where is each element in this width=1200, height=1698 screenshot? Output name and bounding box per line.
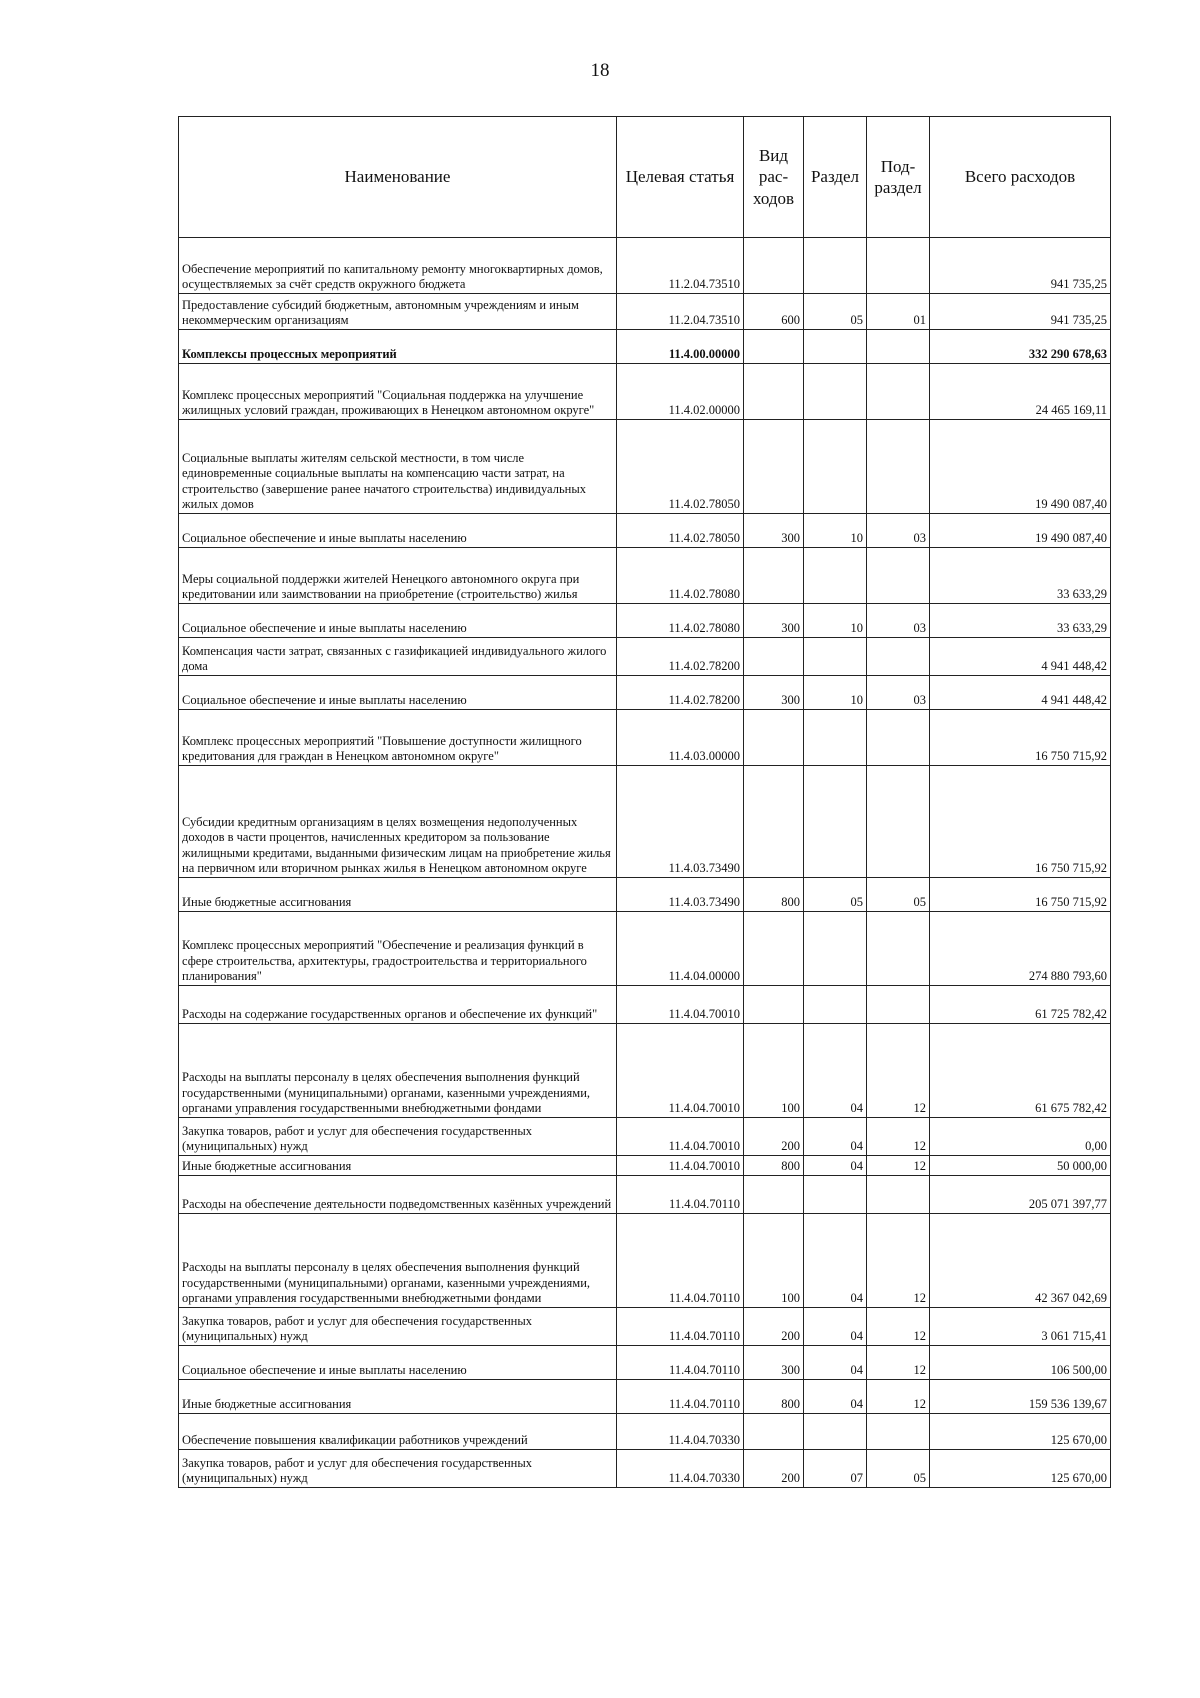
cell-total: 61 675 782,42 <box>930 1024 1111 1118</box>
cell-name: Социальное обеспечение и иные выплаты населению <box>179 604 617 638</box>
cell-vid <box>744 330 804 364</box>
cell-total: 3 061 715,41 <box>930 1308 1111 1346</box>
table-row <box>179 1118 1111 1156</box>
table-row <box>179 364 1111 420</box>
cell-razdel <box>804 238 867 294</box>
cell-vid <box>744 238 804 294</box>
cell-razdel <box>804 710 867 766</box>
cell-name: Комплекс процессных мероприятий "Повышение доступности жилищного кредитования для граждан в Ненецком автономном округе" <box>179 710 617 766</box>
cell-vid <box>744 1414 804 1450</box>
cell-name: Комплексы процессных мероприятий <box>179 330 617 364</box>
table-row <box>179 294 1111 330</box>
table-row <box>179 1214 1111 1308</box>
cell-vid: 600 <box>744 294 804 330</box>
page-number: 18 <box>590 60 610 81</box>
cell-name: Расходы на выплаты персоналу в целях обеспечения выполнения функций государственными (муниципальными) органами, казенными учреждениями, органами управления государственными внебюджетными фондами <box>179 1214 617 1308</box>
table-row <box>179 548 1111 604</box>
cell-total: 125 670,00 <box>930 1450 1111 1488</box>
cell-vid <box>744 364 804 420</box>
table-row <box>179 1380 1111 1414</box>
header-razdel: Раздел <box>804 117 867 238</box>
cell-name: Закупка товаров, работ и услуг для обеспечения государственных (муниципальных) нужд <box>179 1118 617 1156</box>
cell-razdel: 07 <box>804 1450 867 1488</box>
cell-total: 33 633,29 <box>930 604 1111 638</box>
cell-target: 11.4.00.00000 <box>617 330 744 364</box>
cell-podrazdel <box>867 1414 930 1450</box>
cell-name: Иные бюджетные ассигнования <box>179 1380 617 1414</box>
cell-podrazdel <box>867 238 930 294</box>
cell-name: Обеспечение повышения квалификации работников учреждений <box>179 1414 617 1450</box>
cell-razdel <box>804 986 867 1024</box>
cell-razdel: 04 <box>804 1346 867 1380</box>
cell-vid: 300 <box>744 676 804 710</box>
table-row <box>179 1024 1111 1118</box>
cell-name: Иные бюджетные ассигнования <box>179 878 617 912</box>
cell-total: 941 735,25 <box>930 294 1111 330</box>
cell-name: Комплекс процессных мероприятий "Социальная поддержка на улучшение жилищных условий граждан, проживающих в Ненецком автономном округе" <box>179 364 617 420</box>
header-total: Всего расходов <box>930 117 1111 238</box>
cell-total: 4 941 448,42 <box>930 676 1111 710</box>
cell-vid: 800 <box>744 878 804 912</box>
cell-target: 11.4.04.70110 <box>617 1176 744 1214</box>
cell-podrazdel: 03 <box>867 514 930 548</box>
table-body <box>179 238 1111 1488</box>
cell-target: 11.4.03.73490 <box>617 766 744 878</box>
cell-target: 11.4.02.78050 <box>617 420 744 514</box>
cell-target: 11.2.04.73510 <box>617 294 744 330</box>
cell-podrazdel <box>867 986 930 1024</box>
cell-vid <box>744 710 804 766</box>
cell-total: 16 750 715,92 <box>930 710 1111 766</box>
cell-name: Закупка товаров, работ и услуг для обеспечения государственных (муниципальных) нужд <box>179 1450 617 1488</box>
cell-vid: 300 <box>744 514 804 548</box>
cell-vid <box>744 912 804 986</box>
cell-podrazdel: 01 <box>867 294 930 330</box>
table-row <box>179 878 1111 912</box>
table-row <box>179 1450 1111 1488</box>
cell-podrazdel <box>867 710 930 766</box>
cell-total: 42 367 042,69 <box>930 1214 1111 1308</box>
cell-podrazdel: 05 <box>867 1450 930 1488</box>
cell-razdel: 04 <box>804 1156 867 1176</box>
cell-target: 11.4.04.70110 <box>617 1380 744 1414</box>
cell-name: Предоставление субсидий бюджетным, автономным учреждениям и иным некоммерческим организациям <box>179 294 617 330</box>
cell-razdel: 04 <box>804 1118 867 1156</box>
cell-vid: 300 <box>744 1346 804 1380</box>
cell-name: Социальное обеспечение и иные выплаты населению <box>179 1346 617 1380</box>
cell-vid: 200 <box>744 1308 804 1346</box>
cell-razdel <box>804 912 867 986</box>
cell-razdel <box>804 1176 867 1214</box>
cell-total: 24 465 169,11 <box>930 364 1111 420</box>
cell-total: 33 633,29 <box>930 548 1111 604</box>
cell-vid: 200 <box>744 1450 804 1488</box>
cell-name: Закупка товаров, работ и услуг для обеспечения государственных (муниципальных) нужд <box>179 1308 617 1346</box>
cell-target: 11.4.02.78200 <box>617 676 744 710</box>
cell-vid: 100 <box>744 1024 804 1118</box>
cell-name: Расходы на выплаты персоналу в целях обеспечения выполнения функций государственными (муниципальными) органами, казенными учреждениями, органами управления государственными внебюджетными фондами <box>179 1024 617 1118</box>
cell-podrazdel: 12 <box>867 1346 930 1380</box>
table-row <box>179 710 1111 766</box>
cell-podrazdel: 12 <box>867 1214 930 1308</box>
header-vid: Вид рас- ходов <box>744 117 804 238</box>
cell-name: Иные бюджетные ассигнования <box>179 1156 617 1176</box>
cell-target: 11.4.04.70110 <box>617 1346 744 1380</box>
cell-target: 11.4.04.70110 <box>617 1308 744 1346</box>
cell-podrazdel <box>867 766 930 878</box>
cell-target: 11.4.04.70110 <box>617 1214 744 1308</box>
cell-target: 11.4.02.78080 <box>617 548 744 604</box>
cell-total: 4 941 448,42 <box>930 638 1111 676</box>
table-row <box>179 330 1111 364</box>
cell-razdel: 04 <box>804 1308 867 1346</box>
cell-target: 11.4.02.00000 <box>617 364 744 420</box>
cell-name: Субсидии кредитным организациям в целях возмещения недополученных доходов в части процентов, начисленных кредитором за пользование жилищными кредитами, выданными физическим лицам на приобретение жилья на первичном или вторичном рынках жилья в Ненецком автономном округе <box>179 766 617 878</box>
cell-target: 11.4.04.70330 <box>617 1450 744 1488</box>
cell-razdel: 10 <box>804 514 867 548</box>
table-row <box>179 604 1111 638</box>
cell-total: 19 490 087,40 <box>930 420 1111 514</box>
table-row <box>179 514 1111 548</box>
cell-razdel: 04 <box>804 1214 867 1308</box>
cell-target: 11.4.04.70010 <box>617 1024 744 1118</box>
cell-podrazdel <box>867 420 930 514</box>
cell-total: 16 750 715,92 <box>930 766 1111 878</box>
cell-target: 11.4.02.78200 <box>617 638 744 676</box>
table-row <box>179 1176 1111 1214</box>
cell-name: Расходы на обеспечение деятельности подведомственных казённых учреждений <box>179 1176 617 1214</box>
cell-name: Обеспечение мероприятий по капитальному ремонту многоквартирных домов, осуществляемых за счёт средств окружного бюджета <box>179 238 617 294</box>
cell-podrazdel <box>867 548 930 604</box>
cell-target: 11.4.02.78050 <box>617 514 744 548</box>
budget-table <box>178 116 1111 1488</box>
cell-vid <box>744 986 804 1024</box>
cell-podrazdel: 12 <box>867 1024 930 1118</box>
cell-vid: 100 <box>744 1214 804 1308</box>
cell-razdel <box>804 330 867 364</box>
cell-total: 274 880 793,60 <box>930 912 1111 986</box>
cell-vid <box>744 548 804 604</box>
cell-podrazdel: 05 <box>867 878 930 912</box>
cell-podrazdel <box>867 330 930 364</box>
cell-target: 11.4.02.78080 <box>617 604 744 638</box>
cell-vid: 200 <box>744 1118 804 1156</box>
cell-vid <box>744 1176 804 1214</box>
cell-razdel: 05 <box>804 878 867 912</box>
table-row <box>179 638 1111 676</box>
cell-name: Меры социальной поддержки жителей Ненецкого автономного округа при кредитовании или заимствовании на приобретение (строительство) жилья <box>179 548 617 604</box>
cell-total: 125 670,00 <box>930 1414 1111 1450</box>
header-podrazdel: Под- раздел <box>867 117 930 238</box>
cell-target: 11.4.03.73490 <box>617 878 744 912</box>
table-row <box>179 1414 1111 1450</box>
cell-razdel: 10 <box>804 676 867 710</box>
cell-name: Компенсация части затрат, связанных с газификацией индивидуального жилого дома <box>179 638 617 676</box>
table-row <box>179 676 1111 710</box>
cell-target: 11.4.04.70010 <box>617 1118 744 1156</box>
cell-podrazdel: 12 <box>867 1118 930 1156</box>
cell-total: 16 750 715,92 <box>930 878 1111 912</box>
cell-total: 159 536 139,67 <box>930 1380 1111 1414</box>
cell-razdel <box>804 364 867 420</box>
cell-target: 11.4.04.00000 <box>617 912 744 986</box>
cell-podrazdel: 03 <box>867 676 930 710</box>
cell-name: Социальные выплаты жителям сельской местности, в том числе единовременные социальные выплаты на компенсацию части затрат, на строительство (завершение ранее начатого строительства) индивидуальных жилых домов <box>179 420 617 514</box>
cell-vid: 800 <box>744 1156 804 1176</box>
cell-target: 11.4.04.70010 <box>617 986 744 1024</box>
cell-target: 11.4.04.70010 <box>617 1156 744 1176</box>
cell-razdel <box>804 766 867 878</box>
cell-podrazdel <box>867 364 930 420</box>
table-row <box>179 1346 1111 1380</box>
cell-name: Комплекс процессных мероприятий "Обеспечение и реализация функций в сфере строительства, архитектуры, градостроительства и территориального планирования" <box>179 912 617 986</box>
cell-total: 61 725 782,42 <box>930 986 1111 1024</box>
cell-razdel <box>804 1414 867 1450</box>
cell-razdel <box>804 420 867 514</box>
cell-podrazdel <box>867 1176 930 1214</box>
table-row <box>179 238 1111 294</box>
cell-razdel: 10 <box>804 604 867 638</box>
cell-vid <box>744 420 804 514</box>
cell-name: Социальное обеспечение и иные выплаты населению <box>179 514 617 548</box>
cell-total: 332 290 678,63 <box>930 330 1111 364</box>
cell-target: 11.4.04.70330 <box>617 1414 744 1450</box>
table-row <box>179 1308 1111 1346</box>
cell-razdel: 04 <box>804 1380 867 1414</box>
cell-podrazdel <box>867 638 930 676</box>
header-name: Наименование <box>179 117 617 238</box>
cell-podrazdel: 12 <box>867 1380 930 1414</box>
table-row <box>179 1156 1111 1176</box>
cell-podrazdel <box>867 912 930 986</box>
table-row <box>179 420 1111 514</box>
cell-podrazdel: 12 <box>867 1308 930 1346</box>
cell-vid <box>744 766 804 878</box>
table-row <box>179 912 1111 986</box>
cell-razdel <box>804 548 867 604</box>
cell-name: Расходы на содержание государственных органов и обеспечение их функций" <box>179 986 617 1024</box>
cell-total: 0,00 <box>930 1118 1111 1156</box>
cell-target: 11.4.03.00000 <box>617 710 744 766</box>
cell-total: 106 500,00 <box>930 1346 1111 1380</box>
cell-razdel <box>804 638 867 676</box>
cell-razdel: 05 <box>804 294 867 330</box>
cell-podrazdel: 03 <box>867 604 930 638</box>
cell-vid: 800 <box>744 1380 804 1414</box>
cell-vid: 300 <box>744 604 804 638</box>
cell-vid <box>744 638 804 676</box>
cell-total: 19 490 087,40 <box>930 514 1111 548</box>
table-row <box>179 986 1111 1024</box>
cell-razdel: 04 <box>804 1024 867 1118</box>
cell-target: 11.2.04.73510 <box>617 238 744 294</box>
table-header-row <box>179 117 1111 238</box>
cell-total: 205 071 397,77 <box>930 1176 1111 1214</box>
cell-podrazdel: 12 <box>867 1156 930 1176</box>
table-row <box>179 766 1111 878</box>
header-target: Целевая статья <box>617 117 744 238</box>
cell-total: 941 735,25 <box>930 238 1111 294</box>
cell-name: Социальное обеспечение и иные выплаты населению <box>179 676 617 710</box>
cell-total: 50 000,00 <box>930 1156 1111 1176</box>
